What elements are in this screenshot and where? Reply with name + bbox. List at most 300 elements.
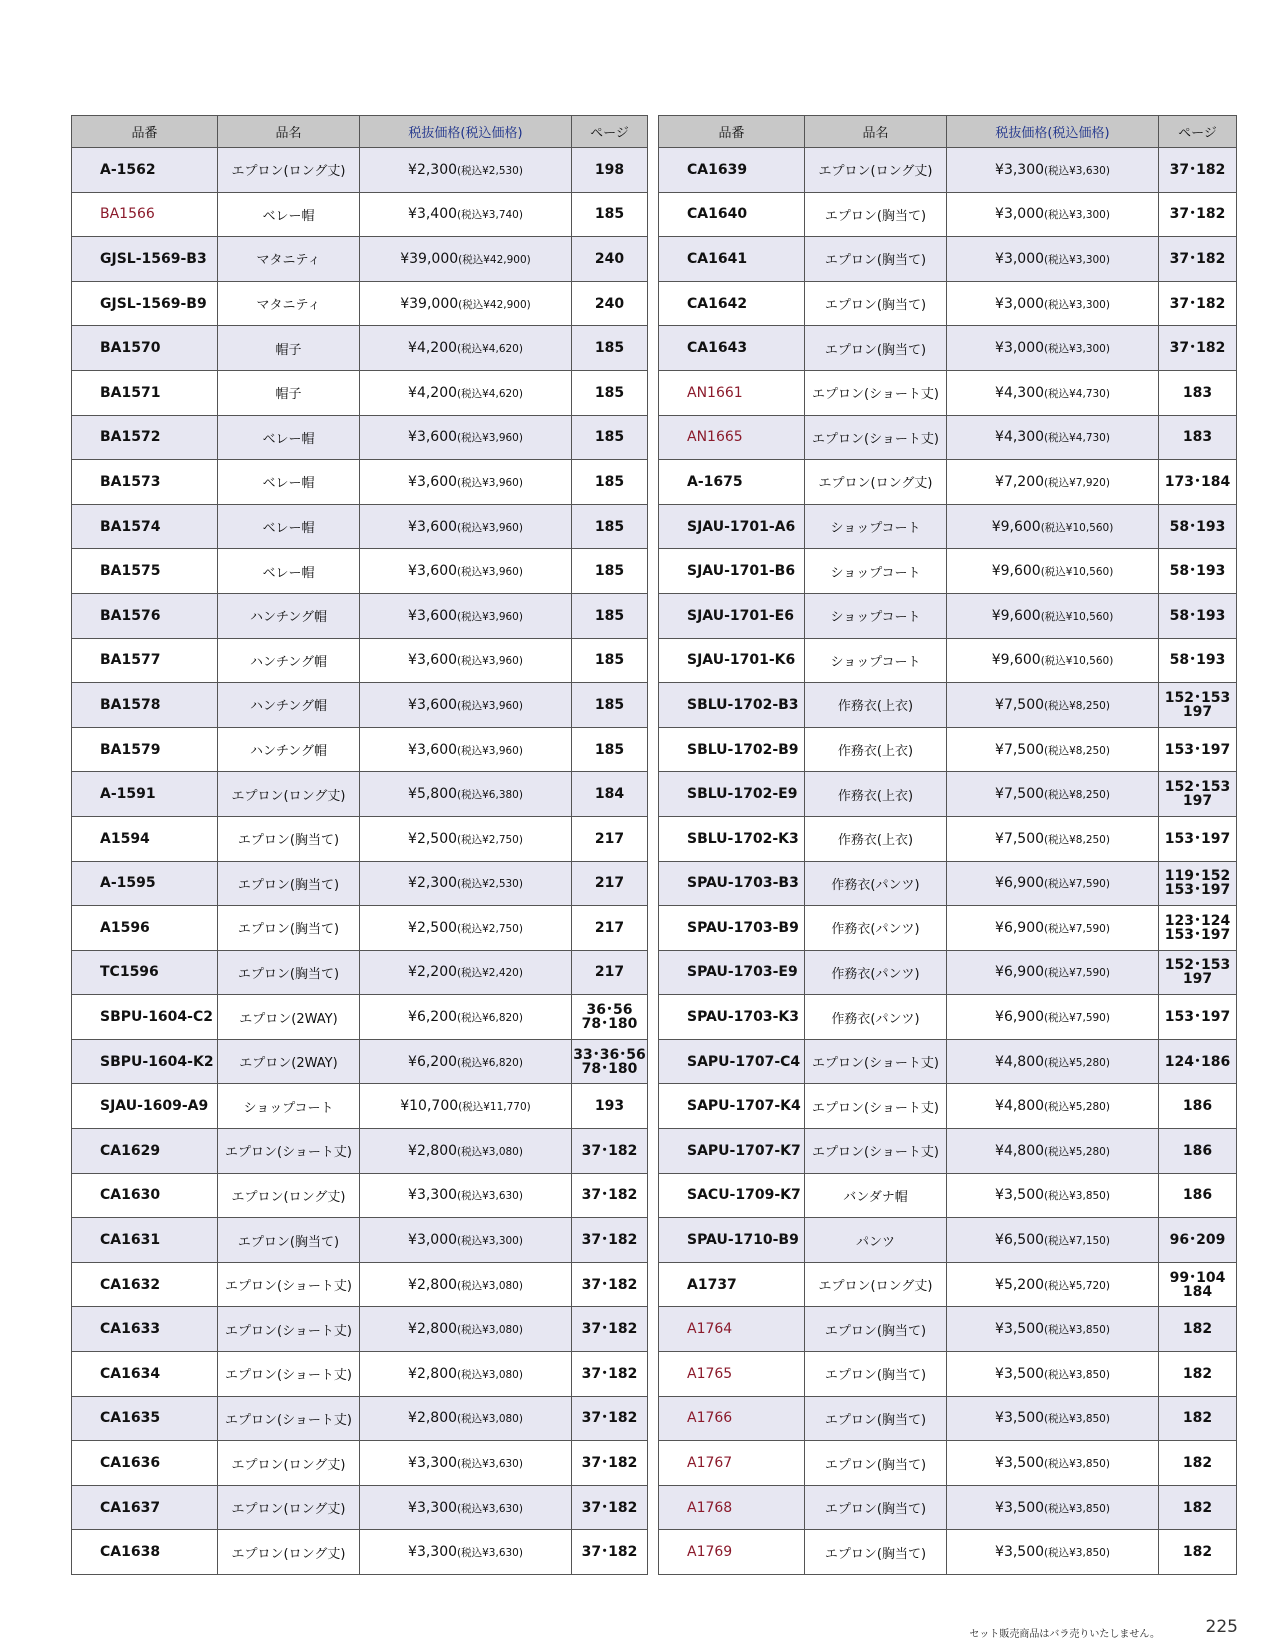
product-name: ベレー帽 — [218, 460, 360, 505]
table-row — [659, 1129, 1237, 1174]
price-cell — [360, 593, 572, 638]
product-name: エプロン(胸当て) — [218, 950, 360, 995]
price-incl: (税込¥10,560) — [1040, 610, 1114, 623]
product-name: 作務衣(上衣) — [805, 816, 947, 861]
price-cell — [947, 549, 1159, 594]
table-row — [72, 1352, 648, 1397]
price-excl: ¥3,600 — [408, 696, 458, 713]
price-cell — [947, 772, 1159, 817]
price-excl: ¥2,300 — [408, 161, 458, 178]
catalog-page: 153･197 — [1159, 727, 1237, 772]
price-excl: ¥4,200 — [408, 384, 458, 401]
price-incl: (税込¥6,820) — [457, 1056, 523, 1069]
catalog-page: 37･182 — [572, 1441, 648, 1486]
catalog-page: 153･197 — [1159, 995, 1237, 1040]
product-code: SBPU-1604-C2 — [72, 995, 218, 1040]
price-excl: ¥6,900 — [995, 875, 1045, 892]
price-incl: (税込¥2,750) — [457, 833, 523, 846]
table-row — [72, 861, 648, 906]
price-cell — [947, 1173, 1159, 1218]
price-incl: (税込¥42,900) — [458, 298, 531, 311]
price-incl: (税込¥3,630) — [457, 1458, 523, 1471]
product-name: エプロン(胸当て) — [805, 1396, 947, 1441]
table-row — [659, 861, 1237, 906]
table-row — [659, 281, 1237, 326]
product-name: 作務衣(上衣) — [805, 683, 947, 728]
table-row — [659, 148, 1237, 193]
header-name: 品名 — [218, 116, 360, 148]
table-row — [659, 504, 1237, 549]
header-page: ページ — [1159, 116, 1237, 148]
price-cell — [947, 1307, 1159, 1352]
table-row — [72, 950, 648, 995]
catalog-page: 173･184 — [1159, 460, 1237, 505]
catalog-page: 182 — [1159, 1530, 1237, 1575]
catalog-page: 182 — [1159, 1441, 1237, 1486]
price-excl: ¥9,600 — [991, 607, 1041, 624]
catalog-page: 37･182 — [1159, 237, 1237, 282]
table-row — [72, 460, 648, 505]
price-incl: (税込¥7,590) — [1044, 922, 1110, 935]
price-cell — [360, 1530, 572, 1575]
product-code: SJAU-1701-B6 — [659, 549, 805, 594]
catalog-page: 240 — [572, 237, 648, 282]
price-excl: ¥3,000 — [995, 206, 1045, 223]
price-cell — [360, 1352, 572, 1397]
product-name: エプロン(ショート丈) — [805, 415, 947, 460]
header-name: 品名 — [805, 116, 947, 148]
catalog-page: 58･193 — [1159, 638, 1237, 683]
product-code: BA1577 — [72, 638, 218, 683]
header-code: 品番 — [72, 116, 218, 148]
price-incl: (税込¥7,920) — [1044, 476, 1110, 489]
price-cell — [360, 950, 572, 995]
product-name: エプロン(ロング丈) — [805, 1262, 947, 1307]
catalog-page: 185 — [572, 727, 648, 772]
header-price: 税抜価格(税込価格) — [360, 116, 572, 148]
price-incl: (税込¥3,850) — [1044, 1502, 1110, 1515]
price-excl: ¥6,900 — [995, 919, 1045, 936]
product-name: 作務衣(パンツ) — [805, 906, 947, 951]
catalog-page: 185 — [572, 638, 648, 683]
price-excl: ¥2,800 — [408, 1410, 458, 1427]
price-excl: ¥3,600 — [408, 741, 458, 758]
table-row — [659, 192, 1237, 237]
table-row — [72, 504, 648, 549]
price-cell — [360, 148, 572, 193]
price-excl: ¥3,500 — [995, 1321, 1045, 1338]
price-incl: (税込¥10,560) — [1040, 655, 1114, 668]
product-name: マタニティ — [218, 237, 360, 282]
product-name: エプロン(胸当て) — [805, 1307, 947, 1352]
price-excl: ¥7,500 — [995, 830, 1045, 847]
price-excl: ¥3,500 — [995, 1544, 1045, 1561]
product-name: エプロン(胸当て) — [805, 1352, 947, 1397]
price-cell — [360, 370, 572, 415]
catalog-page: 182 — [1159, 1352, 1237, 1397]
table-row — [659, 370, 1237, 415]
price-excl: ¥3,500 — [995, 1410, 1045, 1427]
price-cell — [947, 1129, 1159, 1174]
catalog-page: 184 — [572, 772, 648, 817]
catalog-page: 185 — [572, 460, 648, 505]
table-row — [72, 549, 648, 594]
price-incl: (税込¥42,900) — [458, 253, 531, 266]
product-code: SAPU-1707-C4 — [659, 1039, 805, 1084]
product-name: エプロン(胸当て) — [218, 861, 360, 906]
product-name: エプロン(ロング丈) — [218, 1441, 360, 1486]
product-name: 作務衣(パンツ) — [805, 861, 947, 906]
price-excl: ¥3,500 — [995, 1187, 1045, 1204]
product-name: 帽子 — [218, 370, 360, 415]
product-name: エプロン(ロング丈) — [805, 148, 947, 193]
price-cell — [360, 460, 572, 505]
product-name: エプロン(胸当て) — [805, 1530, 947, 1575]
product-name: エプロン(胸当て) — [218, 1218, 360, 1263]
table-row — [72, 192, 648, 237]
table-row — [72, 1218, 648, 1263]
product-code: CA1635 — [72, 1396, 218, 1441]
price-cell — [947, 906, 1159, 951]
price-cell — [360, 549, 572, 594]
price-cell — [947, 370, 1159, 415]
catalog-page: 182 — [1159, 1485, 1237, 1530]
product-name: ハンチング帽 — [218, 683, 360, 728]
footer-note: セット販売商品はバラ売りいたしません。 — [969, 1629, 1160, 1640]
table-row — [72, 1307, 648, 1352]
price-excl: ¥39,000 — [400, 250, 459, 267]
price-incl: (税込¥3,300) — [1044, 209, 1110, 222]
catalog-page: 185 — [572, 192, 648, 237]
price-excl: ¥39,000 — [400, 295, 459, 312]
price-excl: ¥7,500 — [995, 741, 1045, 758]
price-incl: (税込¥3,630) — [457, 1547, 523, 1560]
product-name: エプロン(ショート丈) — [218, 1262, 360, 1307]
price-cell — [360, 192, 572, 237]
table-row — [659, 1218, 1237, 1263]
price-excl: ¥3,600 — [408, 652, 458, 669]
product-code: SBLU-1702-K3 — [659, 816, 805, 861]
price-excl: ¥6,200 — [408, 1009, 458, 1026]
price-cell — [947, 593, 1159, 638]
price-excl: ¥4,300 — [995, 384, 1045, 401]
catalog-page: 185 — [572, 683, 648, 728]
product-table-left — [71, 115, 648, 1575]
product-code: TC1596 — [72, 950, 218, 995]
price-incl: (税込¥5,280) — [1044, 1056, 1110, 1069]
product-code: BA1578 — [72, 683, 218, 728]
header-price: 税抜価格(税込価格) — [947, 116, 1159, 148]
price-excl: ¥2,500 — [408, 919, 458, 936]
product-name: ショップコート — [805, 549, 947, 594]
catalog-page: 37･182 — [572, 1218, 648, 1263]
product-name: エプロン(ロング丈) — [805, 460, 947, 505]
catalog-page: 185 — [572, 549, 648, 594]
product-code: CA1630 — [72, 1173, 218, 1218]
product-code: SBPU-1604-K2 — [72, 1039, 218, 1084]
price-cell — [360, 1084, 572, 1129]
product-name: 作務衣(上衣) — [805, 727, 947, 772]
product-code: CA1631 — [72, 1218, 218, 1263]
price-incl: (税込¥4,620) — [457, 343, 523, 356]
price-cell — [360, 638, 572, 683]
catalog-page: 186 — [1159, 1084, 1237, 1129]
catalog-page: 37･182 — [572, 1485, 648, 1530]
price-cell — [947, 415, 1159, 460]
product-name: エプロン(ロング丈) — [218, 1173, 360, 1218]
product-code: AN1665 — [659, 415, 805, 460]
table-row — [72, 683, 648, 728]
header-page: ページ — [572, 116, 648, 148]
price-cell — [360, 906, 572, 951]
table-row — [72, 1039, 648, 1084]
table-row — [72, 1485, 648, 1530]
catalog-page: 58･193 — [1159, 549, 1237, 594]
table-row — [659, 326, 1237, 371]
product-code: SPAU-1710-B9 — [659, 1218, 805, 1263]
price-excl: ¥3,600 — [408, 429, 458, 446]
product-name: ショップコート — [805, 638, 947, 683]
catalog-page: 96･209 — [1159, 1218, 1237, 1263]
price-incl: (税込¥2,530) — [457, 164, 523, 177]
catalog-page: 33･36･56 78･180 — [572, 1039, 648, 1084]
price-cell — [947, 683, 1159, 728]
price-excl: ¥3,000 — [408, 1232, 458, 1249]
price-incl: (税込¥3,850) — [1044, 1324, 1110, 1337]
product-code: SAPU-1707-K7 — [659, 1129, 805, 1174]
price-excl: ¥3,600 — [408, 473, 458, 490]
product-name: エプロン(胸当て) — [805, 237, 947, 282]
catalog-page: 198 — [572, 148, 648, 193]
price-excl: ¥6,900 — [995, 964, 1045, 981]
price-incl: (税込¥3,080) — [457, 1413, 523, 1426]
price-incl: (税込¥8,250) — [1044, 789, 1110, 802]
price-excl: ¥3,500 — [995, 1499, 1045, 1516]
table-body-right — [659, 148, 1237, 1575]
price-incl: (税込¥3,960) — [457, 655, 523, 668]
table-row — [659, 683, 1237, 728]
price-excl: ¥3,600 — [408, 518, 458, 535]
catalog-page: 240 — [572, 281, 648, 326]
product-name: ベレー帽 — [218, 504, 360, 549]
price-cell — [947, 1441, 1159, 1486]
price-cell — [947, 816, 1159, 861]
catalog-page: 37･182 — [572, 1530, 648, 1575]
product-name: 帽子 — [218, 326, 360, 371]
product-code: CA1633 — [72, 1307, 218, 1352]
product-name: エプロン(ショート丈) — [218, 1307, 360, 1352]
price-incl: (税込¥3,850) — [1044, 1368, 1110, 1381]
price-cell — [360, 772, 572, 817]
product-name: パンツ — [805, 1218, 947, 1263]
table-row — [72, 148, 648, 193]
price-incl: (税込¥3,740) — [457, 209, 523, 222]
product-code: SPAU-1703-K3 — [659, 995, 805, 1040]
table-row — [72, 638, 648, 683]
product-name: エプロン(ロング丈) — [218, 1530, 360, 1575]
table-row — [659, 415, 1237, 460]
price-excl: ¥3,500 — [995, 1455, 1045, 1472]
table-row — [72, 906, 648, 951]
product-code: A-1562 — [72, 148, 218, 193]
price-excl: ¥2,800 — [408, 1321, 458, 1338]
catalog-page: 123･124 153･197 — [1159, 906, 1237, 951]
price-incl: (税込¥3,300) — [1044, 343, 1110, 356]
table-row — [659, 995, 1237, 1040]
table-row — [72, 370, 648, 415]
price-excl: ¥9,600 — [991, 563, 1041, 580]
price-cell — [360, 415, 572, 460]
price-cell — [360, 1039, 572, 1084]
catalog-page: 193 — [572, 1084, 648, 1129]
price-cell — [360, 1307, 572, 1352]
price-excl: ¥9,600 — [991, 652, 1041, 669]
price-incl: (税込¥7,590) — [1044, 967, 1110, 980]
price-cell — [360, 1441, 572, 1486]
price-incl: (税込¥3,960) — [457, 744, 523, 757]
price-cell — [360, 326, 572, 371]
product-table-right — [658, 115, 1237, 1575]
product-code: A1767 — [659, 1441, 805, 1486]
product-code: SJAU-1609-A9 — [72, 1084, 218, 1129]
table-row — [659, 1307, 1237, 1352]
catalog-page: 36･56 78･180 — [572, 995, 648, 1040]
price-excl: ¥10,700 — [400, 1098, 459, 1115]
price-cell — [947, 995, 1159, 1040]
product-code: CA1637 — [72, 1485, 218, 1530]
catalog-page: 217 — [572, 950, 648, 995]
price-incl: (税込¥7,150) — [1044, 1235, 1110, 1248]
product-name: ハンチング帽 — [218, 727, 360, 772]
table-row — [72, 1173, 648, 1218]
table-row — [659, 638, 1237, 683]
catalog-page: 124･186 — [1159, 1039, 1237, 1084]
price-cell — [360, 237, 572, 282]
price-incl: (税込¥5,280) — [1044, 1101, 1110, 1114]
price-excl: ¥3,300 — [408, 1455, 458, 1472]
catalog-page: 152･153 197 — [1159, 683, 1237, 728]
product-code: SBLU-1702-E9 — [659, 772, 805, 817]
product-name: ショップコート — [805, 593, 947, 638]
catalog-page: 37･182 — [572, 1352, 648, 1397]
product-code: CA1642 — [659, 281, 805, 326]
catalog-page: 37･182 — [1159, 148, 1237, 193]
product-name: 作務衣(上衣) — [805, 772, 947, 817]
table-row — [72, 281, 648, 326]
price-excl: ¥6,900 — [995, 1009, 1045, 1026]
price-incl: (税込¥3,080) — [457, 1145, 523, 1158]
product-name: エプロン(胸当て) — [218, 816, 360, 861]
price-incl: (税込¥3,960) — [457, 566, 523, 579]
catalog-page: 37･182 — [1159, 192, 1237, 237]
price-incl: (税込¥7,590) — [1044, 1012, 1110, 1025]
price-excl: ¥4,800 — [995, 1098, 1045, 1115]
price-incl: (税込¥3,850) — [1044, 1190, 1110, 1203]
price-excl: ¥2,200 — [408, 964, 458, 981]
table-row — [659, 1084, 1237, 1129]
price-incl: (税込¥10,560) — [1040, 566, 1114, 579]
product-name: エプロン(胸当て) — [805, 192, 947, 237]
table-row — [659, 1262, 1237, 1307]
price-cell — [360, 995, 572, 1040]
price-incl: (税込¥3,850) — [1044, 1413, 1110, 1426]
price-excl: ¥3,600 — [408, 607, 458, 624]
price-incl: (税込¥3,080) — [457, 1368, 523, 1381]
product-code: SBLU-1702-B9 — [659, 727, 805, 772]
product-name: 作務衣(パンツ) — [805, 950, 947, 995]
price-excl: ¥3,300 — [995, 161, 1045, 178]
table-row — [659, 549, 1237, 594]
product-code: SACU-1709-K7 — [659, 1173, 805, 1218]
product-code: BA1576 — [72, 593, 218, 638]
product-code: AN1661 — [659, 370, 805, 415]
product-name: ベレー帽 — [218, 192, 360, 237]
price-excl: ¥4,800 — [995, 1053, 1045, 1070]
catalog-page: 185 — [572, 504, 648, 549]
product-name: エプロン(ショート丈) — [805, 1129, 947, 1174]
table-row — [659, 1530, 1237, 1575]
product-code: SPAU-1703-B3 — [659, 861, 805, 906]
catalog-page: 217 — [572, 861, 648, 906]
product-name: ハンチング帽 — [218, 638, 360, 683]
price-cell — [360, 816, 572, 861]
product-code: BA1574 — [72, 504, 218, 549]
product-code: SPAU-1703-E9 — [659, 950, 805, 995]
product-code: BA1572 — [72, 415, 218, 460]
product-code: CA1640 — [659, 192, 805, 237]
product-name: エプロン(ショート丈) — [805, 1084, 947, 1129]
product-code: SJAU-1701-E6 — [659, 593, 805, 638]
catalog-page: 37･182 — [1159, 326, 1237, 371]
product-code: CA1636 — [72, 1441, 218, 1486]
price-excl: ¥4,800 — [995, 1142, 1045, 1159]
price-incl: (税込¥2,530) — [457, 878, 523, 891]
price-excl: ¥7,500 — [995, 786, 1045, 803]
price-cell — [360, 281, 572, 326]
product-name: ショップコート — [805, 504, 947, 549]
product-code: A1765 — [659, 1352, 805, 1397]
catalog-page: 99･104 184 — [1159, 1262, 1237, 1307]
product-code: GJSL-1569-B3 — [72, 237, 218, 282]
product-name: エプロン(胸当て) — [218, 906, 360, 951]
table-row — [659, 1352, 1237, 1397]
price-incl: (税込¥3,960) — [457, 699, 523, 712]
product-name: エプロン(胸当て) — [805, 1441, 947, 1486]
price-excl: ¥3,300 — [408, 1499, 458, 1516]
product-code: BA1570 — [72, 326, 218, 371]
catalog-page: 182 — [1159, 1307, 1237, 1352]
table-row — [659, 593, 1237, 638]
table-row — [659, 1173, 1237, 1218]
price-excl: ¥3,000 — [995, 295, 1045, 312]
table-row — [659, 727, 1237, 772]
table-row — [659, 1396, 1237, 1441]
price-incl: (税込¥3,960) — [457, 476, 523, 489]
product-code: BA1579 — [72, 727, 218, 772]
price-cell — [947, 1084, 1159, 1129]
catalog-page: 58･193 — [1159, 504, 1237, 549]
product-code: A1769 — [659, 1530, 805, 1575]
price-incl: (税込¥6,820) — [457, 1012, 523, 1025]
product-code: CA1638 — [72, 1530, 218, 1575]
price-excl: ¥2,800 — [408, 1276, 458, 1293]
table-row — [659, 237, 1237, 282]
table-row — [72, 727, 648, 772]
table-row — [72, 1441, 648, 1486]
table-row — [72, 1129, 648, 1174]
price-excl: ¥3,000 — [995, 340, 1045, 357]
price-excl: ¥7,200 — [995, 473, 1045, 490]
